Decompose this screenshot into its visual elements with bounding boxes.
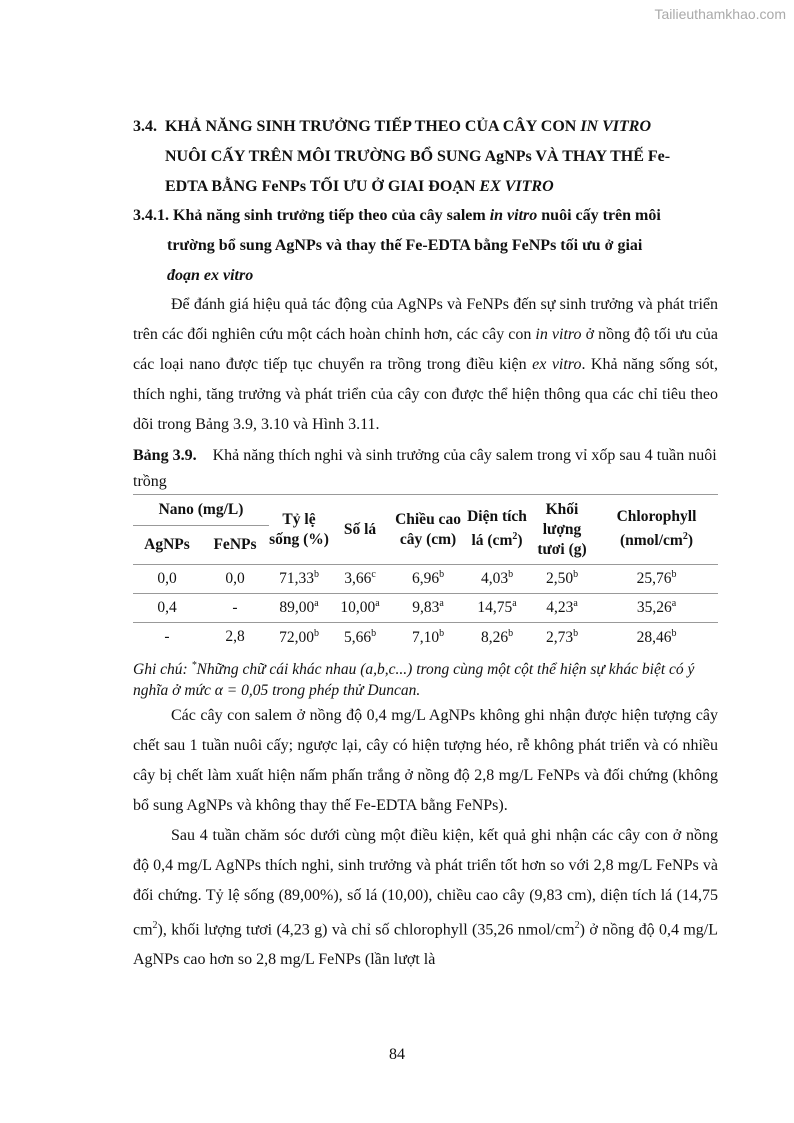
cell-leaf-area [465, 594, 529, 623]
cell-chlorophyll [595, 623, 718, 652]
cell-agnps [133, 594, 201, 623]
cell-agnps [133, 623, 201, 652]
header-height: Chiều cao cây (cm) [395, 510, 461, 548]
header-leaf-area-text: Diện tích lá (cm [467, 508, 527, 550]
cell-fresh-mass [529, 565, 595, 594]
cell-agnps-value: 0,4 [157, 599, 177, 616]
cell-chlorophyll-letter: a [671, 598, 677, 610]
cell-leaf-area-value: 8,26 [480, 628, 509, 646]
section-title-part3: EDTA BẰNG FeNPs TỐI ƯU Ở GIAI ĐOẠN [165, 178, 480, 195]
cell-leaf-area-letter: b [508, 627, 514, 639]
paragraph-2: Các cây con salem ở nồng độ 0,4 mg/L AgNPs không ghi nhận được hiện tượng cây chết sau 1 tuần nuôi cấy; ngược lại, cây có hiện tượng héo, rễ không phát triển và có nhiều cây bị chết làm xuất hiện nấm phấn trắng ở nồng độ 2,8 mg/L FeNPs và đối chứng (không bổ sung AgNPs và không thay thế Fe-EDTA bằng FeNPs). [133, 707, 718, 814]
cell-height-letter: b [439, 627, 445, 639]
cell-fenps-value: 2,8 [225, 628, 245, 646]
cell-survival-value: 89,00 [279, 599, 315, 617]
note-label: Ghi chú: [133, 661, 192, 679]
cell-leaves [329, 594, 391, 623]
cell-leaf-area-value: 14,75 [477, 599, 513, 617]
watermark: Tailieuthamkhao.com [654, 6, 786, 22]
cell-fenps [201, 623, 269, 652]
cell-survival [269, 594, 329, 623]
note-star: * [191, 660, 197, 671]
cell-leaves-letter: c [371, 569, 376, 581]
header-survival: Tỷ lệ sống (%) [269, 510, 329, 548]
cell-leaf-area [465, 565, 529, 594]
cell-leaves-value: 10,00 [340, 599, 376, 617]
cell-fenps-value: - [232, 599, 238, 616]
page-number: 84 [389, 1046, 405, 1063]
cell-fresh-mass [529, 594, 595, 623]
cell-leaves-value: 5,66 [343, 628, 372, 646]
cell-leaves-letter: b [371, 627, 377, 639]
cell-leaf-area-letter: a [512, 598, 517, 610]
cell-fresh-mass-letter: b [573, 569, 579, 581]
cell-height [391, 594, 465, 623]
cell-survival-letter: a [314, 598, 319, 610]
cell-fresh-mass-letter: a [573, 598, 578, 610]
section-title-part2: NUÔI CẤY TRÊN MÔI TRƯỜNG BỔ SUNG AgNPs VÀ THAY THẾ Fe- [165, 148, 671, 165]
para3-text-c: ) ở nồng độ 0,4 mg/L AgNPs cao hơn so 2,8 mg/L FeNPs (lần lượt là [133, 921, 719, 969]
cell-height-value: 7,10 [411, 628, 440, 646]
cell-agnps-value: 0,0 [157, 570, 177, 587]
para1-text-a: Để đánh giá hiệu quả tác động của AgNPs và FeNPs đến sự sinh trưởng và phát triển trên các đối nghiên cứu một cách hoàn chỉnh hơn, các cây con [133, 296, 718, 343]
cell-height-letter: b [439, 569, 445, 581]
cell-height-value: 6,96 [411, 570, 440, 588]
data-table-wrapper [133, 494, 718, 652]
para3-text-b: ), khối lượng tươi (4,23 g) và chỉ số chlorophyll (35,26 nmol/cm [157, 921, 575, 939]
cell-survival-value: 72,00 [279, 628, 314, 646]
section-title-italic2: EX VITRO [479, 178, 554, 195]
cell-fresh-mass [529, 623, 595, 652]
header-leaf-area-close: ) [517, 532, 523, 550]
cell-height-letter: a [439, 598, 444, 610]
table-note [133, 655, 718, 701]
section-title-part1: KHẢ NĂNG SINH TRƯỞNG TIẾP THEO CỦA CÂY CON [165, 118, 581, 135]
cell-height [391, 565, 465, 594]
subsection-title-part2: nuôi cấy trên môi [537, 207, 661, 224]
paragraph-3 [133, 821, 718, 975]
cell-survival-letter: b [313, 569, 319, 581]
cell-chlorophyll [595, 594, 718, 623]
header-leaf-area-sup: 2 [512, 531, 518, 543]
para3-sup-b: 2 [574, 920, 580, 931]
cell-survival-value: 71,33 [279, 570, 314, 588]
cell-leaves-letter: a [375, 598, 380, 610]
header-chlorophyll-text: Chlorophyll (nmol/cm [616, 508, 697, 550]
subsection-title-part3: trường bổ sung AgNPs và thay thế Fe-EDTA bằng FeNPs tối ưu ở giai [167, 237, 643, 254]
cell-leaf-area-letter: b [508, 569, 514, 581]
subsection-title-part1: Khả năng sinh trưởng tiếp theo của cây salem [173, 207, 490, 224]
cell-fresh-mass-value: 2,50 [545, 570, 574, 588]
para1-italic-b: ex vitro [532, 356, 582, 373]
data-table [133, 494, 718, 652]
section-title-italic1: IN VITRO [580, 118, 652, 135]
cell-chlorophyll-letter: b [671, 569, 677, 581]
table-row [133, 565, 718, 594]
cell-fresh-mass-value: 4,23 [546, 599, 574, 617]
cell-fenps [201, 594, 269, 623]
para1-text-c: . Khả năng sống sót, thích nghi, tăng trưởng và phát triển của cây con được thể hiện thông qua các chỉ tiêu theo dõi trong Bảng 3.9, 3.10 và Hình 3.11. [133, 356, 719, 433]
cell-leaves-value: 3,66 [344, 570, 372, 588]
paragraph-1 [133, 290, 718, 440]
cell-agnps-value: - [164, 628, 170, 646]
cell-fresh-mass-letter: b [573, 627, 579, 639]
note-text: Những chữ cái khác nhau (a,b,c...) trong cùng một cột thể hiện sự khác biệt có ý nghĩa ở mức α = 0,05 trong phép thử Duncan. [133, 661, 695, 700]
subsection-heading [133, 201, 718, 291]
cell-leaf-area-value: 4,03 [480, 570, 509, 588]
cell-fresh-mass-value: 2,73 [545, 628, 574, 646]
para3-text-a: Sau 4 tuần chăm sóc dưới cùng một điều kiện, kết quả ghi nhận các cây con ở nồng độ 0,4 mg/L AgNPs thích nghi, sinh trưởng và phát triển tốt hơn so với 2,8 mg/L FeNPs và đối chứng. Tỷ lệ sống (89,00%), số lá (10,00), chiều cao cây (9,83 cm), diện tích lá (14,75 cm [133, 827, 718, 939]
subsection-title-italic2: đoạn ex vitro [167, 267, 254, 284]
header-agnps: AgNPs [144, 536, 190, 553]
cell-fenps-value: 0,0 [225, 570, 245, 587]
table-row [133, 623, 718, 652]
cell-survival [269, 565, 329, 594]
table-caption-text: Khả năng thích nghi và sinh trưởng của cây salem trong vỉ xốp sau 4 tuần nuôi trồng [133, 447, 717, 490]
section-heading [133, 112, 718, 202]
subsection-title-italic1: in vitro [489, 207, 538, 224]
para1-italic-a: in vitro [535, 326, 582, 343]
header-fresh-mass: Khối lượng tươi (g) [537, 500, 587, 558]
header-chlorophyll [595, 495, 718, 565]
header-chlorophyll-sup: 2 [682, 531, 688, 543]
cell-agnps [133, 565, 201, 594]
cell-leaves [329, 623, 391, 652]
header-leaf-area [465, 495, 529, 565]
header-fenps: FeNPs [213, 536, 257, 553]
cell-leaves [329, 565, 391, 594]
header-nano: Nano (mg/L) [133, 495, 269, 526]
cell-survival [269, 623, 329, 652]
subsection-number: 3.4.1. [133, 207, 169, 224]
cell-height-value: 9,83 [412, 599, 440, 617]
para1-text-b: ở nồng độ tối ưu của các loại nano được tiếp tục chuyển ra trồng trong điều kiện [133, 326, 719, 373]
table-caption [133, 443, 718, 495]
cell-chlorophyll-letter: b [671, 627, 677, 639]
table-caption-label: Bảng 3.9. [133, 447, 197, 464]
cell-chlorophyll [595, 565, 718, 594]
cell-height [391, 623, 465, 652]
section-number: 3.4. [133, 118, 157, 135]
header-chlorophyll-close: ) [687, 532, 694, 550]
cell-survival-letter: b [313, 627, 319, 639]
cell-chlorophyll-value: 28,46 [636, 628, 672, 646]
table-row [133, 594, 718, 623]
cell-leaf-area [465, 623, 529, 652]
para3-sup-a: 2 [152, 920, 158, 931]
cell-fenps [201, 565, 269, 594]
header-leaves: Số lá [343, 520, 377, 538]
cell-chlorophyll-value: 35,26 [636, 599, 672, 617]
cell-chlorophyll-value: 25,76 [636, 570, 672, 588]
